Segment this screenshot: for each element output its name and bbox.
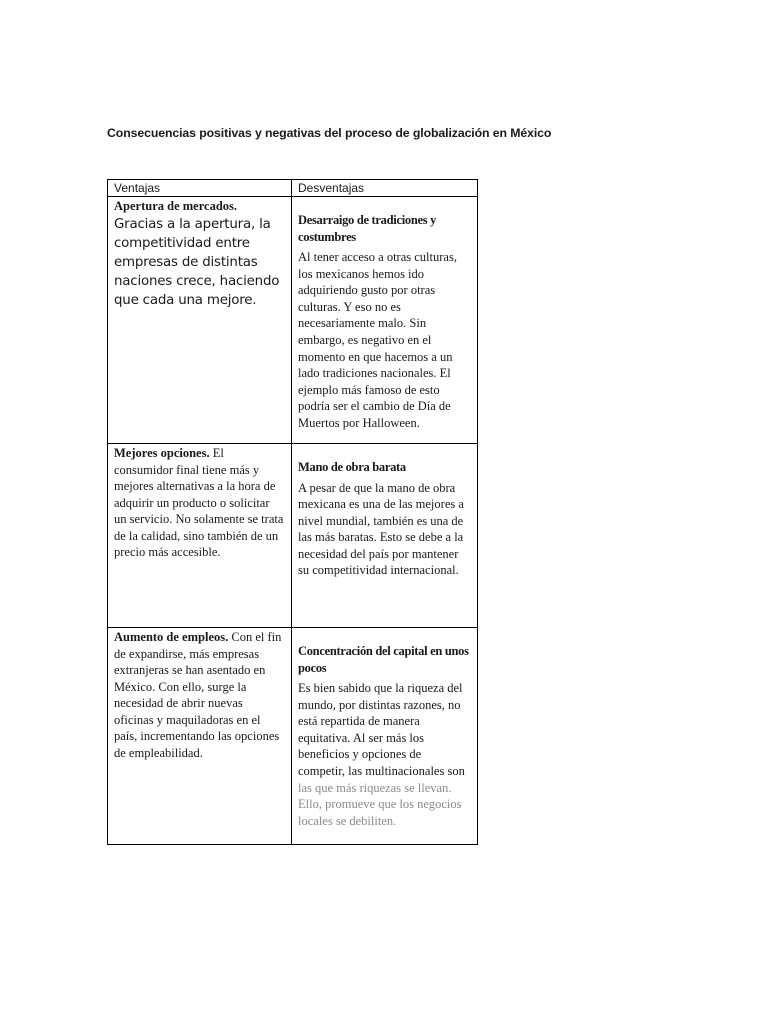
document-title: Consecuencias positivas y negativas del proceso de globalización en México [107, 126, 552, 140]
advantage-heading: Apertura de mercados. [114, 199, 238, 213]
advantage-heading: Aumento de empleos. [114, 630, 229, 644]
disadvantage-heading: Concentración del capital en unos pocos [298, 644, 469, 675]
advantage-text: Con el fin de expandirse, más empresas extranjeras se han asentado en México. Con ello, surge la necesidad de abrir nuevas oficinas y maquiladoras en el país, incrementando las opciones de empleabilidad. [114, 630, 282, 760]
disadvantage-cell [292, 197, 478, 444]
header-desventajas: Desventajas [292, 180, 478, 197]
disadvantage-text-faded: las que más riquezas se llevan. Ello, promueve que los negocios locales se debiliten. [298, 780, 462, 828]
disadvantage-heading: Desarraigo de tradiciones y costumbres [298, 213, 437, 244]
advantage-paragraph [114, 629, 285, 761]
disadvantage-heading: Mano de obra barata [298, 460, 406, 474]
table-header-row [108, 180, 478, 197]
disadvantage-paragraph [298, 680, 471, 829]
disadvantage-cell [292, 444, 478, 628]
advantage-cell [108, 444, 292, 628]
disadvantage-text: A pesar de que la mano de obra mexicana es una de las mejores a nivel mundial, también es una de las más baratas. Esto se debe a la necesidad del país por mantener su competitividad internacional. [298, 480, 464, 578]
advantage-paragraph [114, 445, 285, 561]
comparison-table [107, 179, 478, 845]
table-row [108, 197, 478, 444]
advantage-cell [108, 197, 292, 444]
disadvantage-text: Es bien sabido que la riqueza del mundo, por distintas razones, no está repartida de manera equitativa. Al ser más los beneficios y opciones de competir, las multinacionales son [298, 681, 465, 778]
advantage-cell [108, 628, 292, 845]
header-ventajas: Ventajas [108, 180, 292, 197]
disadvantage-text: Al tener acceso a otras culturas, los mexicanos hemos ido adquiriendo gusto por otras culturas. Y eso no es necesariamente malo. Sin embargo, es negativo en el momento en que hacemos a un lado tradiciones nacionales. El ejemplo más famoso de esto podría ser el cambio de Día de Muertos por Halloween. [298, 250, 457, 430]
table-row [108, 628, 478, 845]
advantage-text: Gracias a la apertura, la competitividad entre empresas de distintas naciones crece, haciendo que cada una mejore. [114, 216, 280, 309]
advantage-heading: Mejores opciones. [114, 446, 210, 460]
table-row [108, 444, 478, 628]
disadvantage-cell [292, 628, 478, 845]
advantage-text: El consumidor final tiene más y mejores alternativas a la hora de adquirir un producto o solicitar un servicio. No solamente se trata de la calidad, sino también de un precio más accesible. [114, 446, 284, 559]
